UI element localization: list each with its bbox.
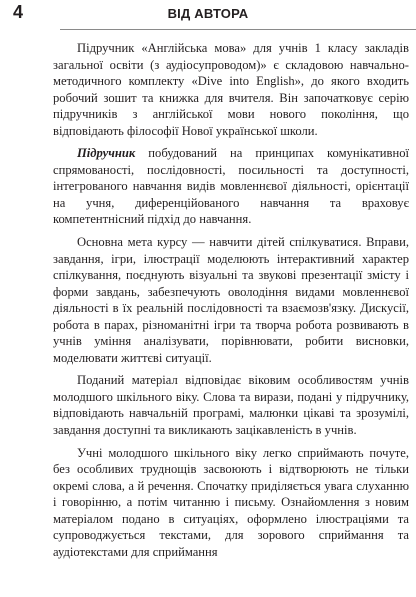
paragraph-text: Поданий матеріал відповідає віковим особливостям учнів молодшого шкільного віку. Слова та вирази, подані у підручнику, відповідають навчальній програмі, малюнки цікаві та зрозумілі, завдання доступні та викликають зацікавленість в учнів. [53, 373, 409, 438]
paragraph-text: Основна мета курсу — навчити дітей спілкуватися. Вправи, завдання, ігри, ілюстрації моделюють інтерактивний характер спілкування, поєднують візуальні та звукові презентації змісту і форми завдань, забезпечують оволодіння видами мовленнєвої діяльності в їх реальній послідовності та взаємозв'язку. Дискусії, робота в парах, різноманітні ігри та творча робота розвивають в учнів уміння аналізувати, порівнювати, робити висновки, моделювати життєві ситуації. [53, 235, 409, 365]
paragraph-perception [53, 445, 409, 561]
lead-term: Підручник [77, 146, 136, 161]
paragraph-intro [53, 40, 409, 139]
section-title: ВІД АВТОРА [167, 6, 249, 21]
paragraph-principles [53, 145, 409, 228]
paragraph-goal [53, 234, 409, 366]
paragraph-text: побудований на принципах комунікативної спрямованості, послідовності, посильності та доступності, інтегрованого навчання видів мовленнєвої діяльності, орієнтації на учня, диференційованого навчання та враховує компетентнісний підхід до навчання. [53, 146, 409, 227]
paragraph-text: Підручник «Англійська мова» для учнів 1 класу закладів загальної освіти (з аудіосупроводом)» є складовою навчально-методичного комплекту «Dive into English», до якого входить робочий зошит та книжка для вчителя. Він започатковує серію підручників з англійської мови нового покоління, що відповідають філософії Нової української школи. [53, 41, 409, 138]
header-divider [60, 29, 416, 30]
body-text [53, 40, 409, 560]
page-header [0, 0, 416, 30]
paragraph-material [53, 372, 409, 438]
page-number: 4 [13, 2, 24, 22]
paragraph-text: Учні молодшого шкільного віку легко сприймають почуте, без особливих труднощів засвоюють і відтворюють не тільки окремі слова, а й речення. Спочатку приділяється увага слуханню і говорінню, а потім читанню і письму. Ознайомлення з новим матеріалом подано в ситуаціях, оформлено ілюстраціями та супроводжується текстами, для зорового сприймання та аудіотекстами для сприймання [53, 445, 409, 559]
